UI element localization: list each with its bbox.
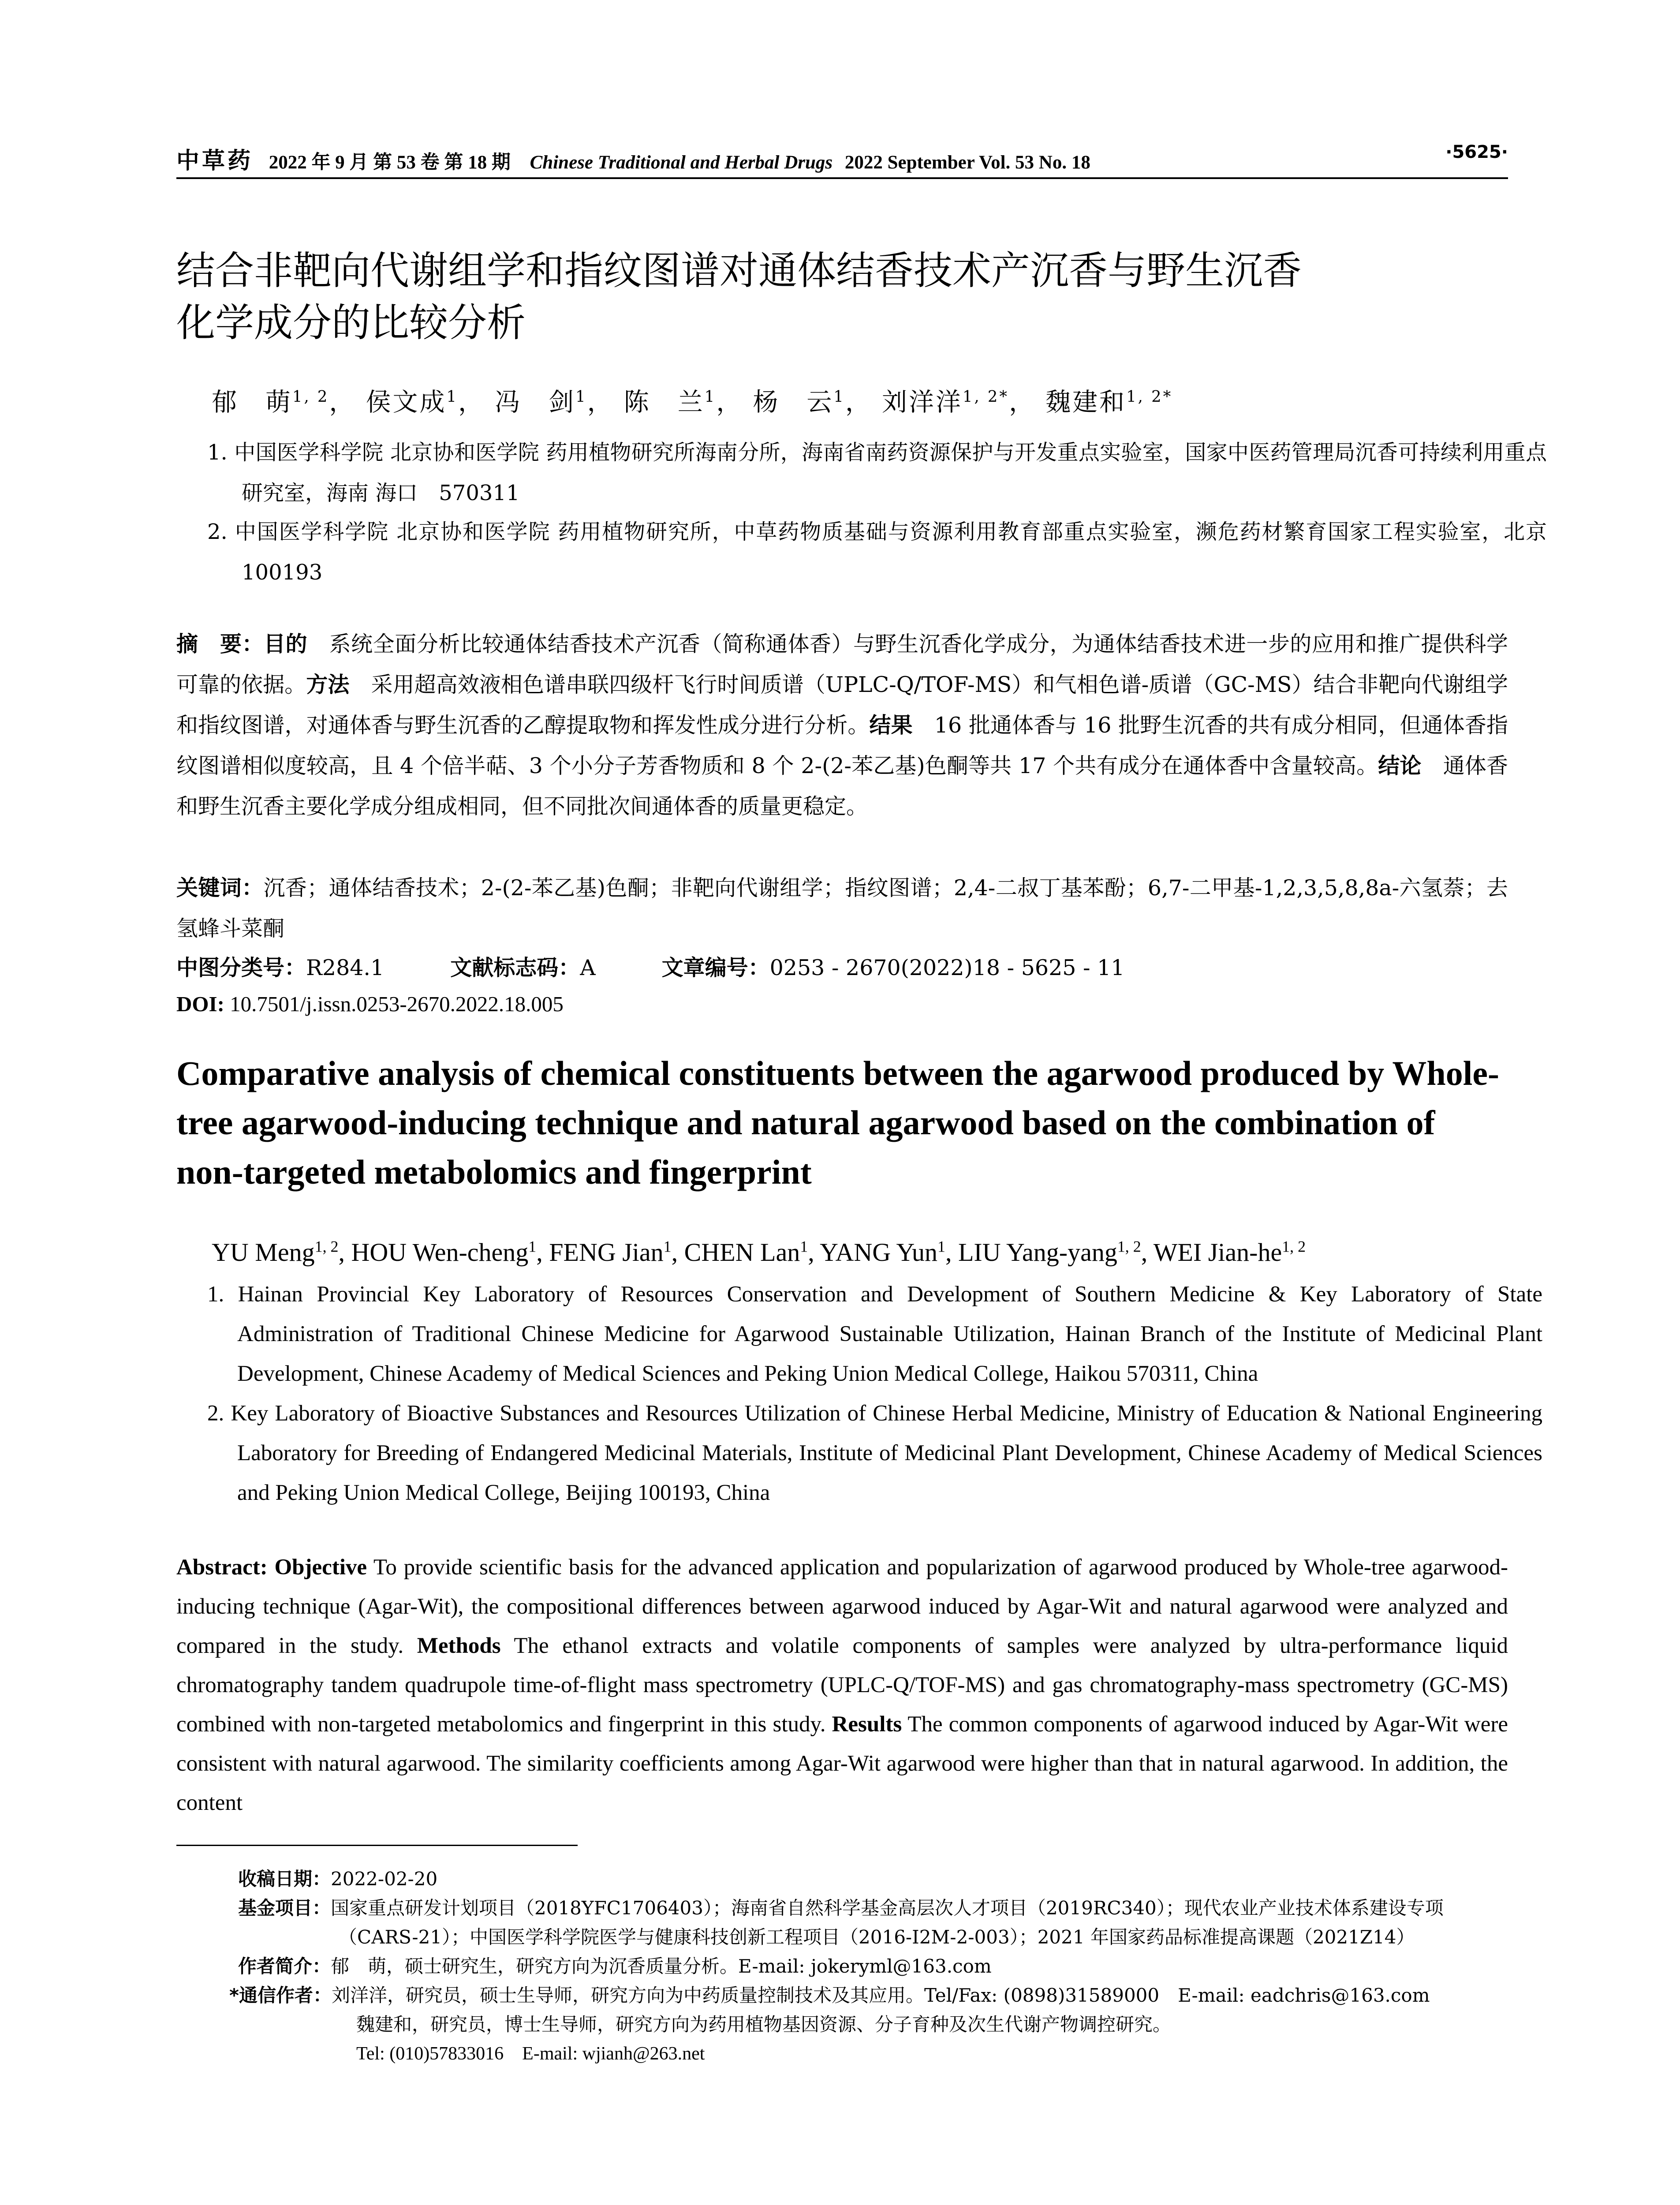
objective-en-text: To provide scientific basis for the advanced application and popularization of agarwood produced by Whole-tree agarwood-inducing technique (Agar-Wit), the compositional differences between agarwood induced by Agar-Wit and natural agarwood were analyzed and compared in the study. <box>176 1555 1508 1658</box>
issue-info-cn: 2022 年 9 月 第 53 卷 第 18 期 <box>269 152 511 173</box>
methods-en-label: Methods <box>417 1633 501 1658</box>
author-en: FENG Jian$^1$ <box>549 1237 672 1267</box>
footnote-received: 收稿日期：2022-02-20 <box>238 1868 438 1890</box>
author-cn: 刘洋洋$^{1, 2*}$ <box>881 388 1009 417</box>
author-en: LIU Yang-yang$^{1, 2}$ <box>958 1237 1141 1267</box>
title-en: Comparative analysis of chemical constituents between the agarwood produced by Whole-tree agarwood-inducing technique and natural agarwood based on the combination of non-targeted metabolomics and fingerprint <box>176 1054 1500 1191</box>
abstract-en <box>176 1548 1508 1823</box>
footnote-author-bio: 作者简介：郁 萌，硕士研究生，研究方向为沉香质量分析。E-mail: jokeryml@163.com <box>238 1955 992 1977</box>
conclusion-cn-label: 结论 <box>1378 753 1422 778</box>
clc-label: 中图分类号： <box>176 955 306 980</box>
footnote-fund: 基金项目：国家重点研发计划项目（2018YFC1706403）；海南省自然科学基金高层次人才项目（2019RC340）；现代农业产业技术体系建设专项（CARS-21）；中国医学科学院医学与健康科技创新工程项目（2016-I2M-2-003）；2021 年国家药品标准提高课题（2021Z14） <box>238 1897 1444 1948</box>
author-cn: 杨 云$^1$ <box>753 388 845 417</box>
objective-cn-text: 系统全面分析比较通体结香技术产沉香（简称通体香）与野生沉香化学成分，为通体结香技术进一步的应用和推广提供科学可靠的依据。 <box>176 632 1508 697</box>
authors-cn: 郁 萌$^{1, 2}$， 侯文成$^1$， 冯 剑$^1$， 陈 兰$^1$， 杨 云$^1$， 刘洋洋$^{1, 2*}$， 魏建和$^{1, 2*}$ <box>212 388 1173 417</box>
doi-value: 10.7501/j.issn.0253-2670.2022.18.005 <box>224 992 564 1016</box>
title-cn <box>176 245 1499 349</box>
author-cn: 陈 兰$^1$ <box>623 388 717 417</box>
conclusion-cn-text: 通体香和野生沉香主要化学成分组成相同，但不同批次间通体香的质量更稳定。 <box>176 753 1508 819</box>
author-en: WEI Jian-he$^{1, 2}$ <box>1153 1237 1306 1267</box>
footnote-rule <box>176 1845 578 1846</box>
keywords-cn <box>176 868 1508 949</box>
abstract-cn <box>176 624 1508 827</box>
issue-info-en: 2022 September Vol. 53 No. 18 <box>844 152 1090 173</box>
doc-code-label: 文献标志码： <box>450 955 580 980</box>
keywords-cn-label: 关键词： <box>176 875 264 901</box>
author-en: YANG Yun$^1$ <box>820 1237 945 1267</box>
article-id-value: 0253 - 2670(2022)18 - 5625 - 11 <box>769 955 1125 980</box>
article-id-label: 文章编号： <box>661 955 770 980</box>
footnotes <box>229 1865 1508 2068</box>
author-en: HOU Wen-cheng$^1$ <box>351 1237 537 1267</box>
author-en: YU Meng$^{1, 2}$ <box>212 1237 339 1267</box>
author-cn: 冯 剑$^1$ <box>495 388 587 417</box>
authors-en: YU Meng$^{1, 2}$, HOU Wen-cheng$^1$, FENG Jian$^1$, CHEN Lan$^1$, YANG Yun$^1$, LIU Yang-yang$^{1, 2}$, WEI Jian-he$^{1, 2}$ <box>212 1237 1306 1267</box>
affiliation-en-1: 1. Hainan Provincial Key Laboratory of Resources Conservation and Development of Southern Medicine & Key Laboratory of State Administration of Traditional Chinese Medicine for Agarwood Sustainable Utilization, Hainan Branch of the Institute of Medicinal Plant Development, Chinese Academy of Medical Sciences and Peking Union Medical College, Haikou 570311, China <box>207 1282 1542 1386</box>
results-cn-text: 16 批通体香与 16 批野生沉香的共有成分相同，但通体香指纹图谱相似度较高，且 4 个倍半萜、3 个小分子芳香物质和 8 个 2-(2-苯乙基)色酮等共 17 个共有成分在通体香中含量较高。 <box>176 713 1508 778</box>
author-cn: 魏建和$^{1, 2*}$ <box>1045 388 1173 417</box>
keywords-cn-text: 沉香；通体结香技术；2-(2-苯乙基)色酮；非靶向代谢组学；指纹图谱；2,4-二叔丁基苯酚；6,7-二甲基-1,2,3,5,8,8a-六氢萘；去氢蜂斗菜酮 <box>176 875 1508 941</box>
journal-name-cn: 中草药 <box>176 147 254 174</box>
page-number: ·5625· <box>1445 142 1508 162</box>
journal-name-en: Chinese Traditional and Herbal Drugs <box>530 152 833 173</box>
author-en: CHEN Lan$^1$ <box>684 1237 808 1267</box>
doi-line <box>176 984 1508 1024</box>
methods-cn-text: 采用超高效液相色谱串联四级杆飞行时间质谱（UPLC-Q/TOF-MS）和气相色谱-质谱（GC-MS）结合非靶向代谢组学和指纹图谱，对通体香与野生沉香的乙醇提取物和挥发性成分进行分析。 <box>176 672 1508 738</box>
footnote-corresponding: *通信作者：刘洋洋，研究员，硕士生导师，研究方向为中药质量控制技术及其应用。Tel/Fax: (0898)31589000 E-mail: eadchris@163.com <box>229 1984 1430 2006</box>
footnote-corresponding-2: 魏建和，研究员，博士生导师，研究方向为药用植物基因资源、分子育种及次生代谢产物调控研究。 <box>356 2014 1172 2035</box>
header-rule <box>176 177 1508 179</box>
results-en-text: The common components of agarwood induced by Agar-Wit were consistent with natural agarwood. The similarity coefficients among Agar-Wit agarwood were higher than that in natural agarwood. In addition, the content <box>176 1712 1508 1815</box>
author-cn: 侯文成$^1$ <box>366 388 459 417</box>
results-en-label: Results <box>832 1712 902 1737</box>
classification-line <box>176 948 1508 988</box>
clc-value: R284.1 <box>306 955 385 980</box>
doc-code-value: A <box>580 955 596 980</box>
title-cn-line-2: 化学成分的比较分析 <box>176 300 526 345</box>
running-header <box>176 142 1508 173</box>
abstract-cn-label: 摘 要： <box>176 632 264 657</box>
affiliation-cn-2: 2. 中国医学科学院 北京协和医学院 药用植物研究所，中草药物质基础与资源利用教育部重点实验室，濒危药材繁育国家工程实验室，北京 100193 <box>207 519 1568 585</box>
objective-cn-label: 目的 <box>264 632 308 657</box>
footnote-corresponding-3: Tel: (010)57833016 E-mail: wjianh@263.net <box>356 2044 705 2064</box>
doi-label: DOI: <box>176 992 224 1016</box>
affiliation-cn-1: 1. 中国医学科学院 北京协和医学院 药用植物研究所海南分所，海南省南药资源保护与开发重点实验室，国家中医药管理局沉香可持续利用重点研究室，海南 海口 570311 <box>207 440 1547 505</box>
abstract-en-label: Abstract: Objective <box>176 1555 367 1580</box>
results-cn-label: 结果 <box>869 713 913 738</box>
affiliation-en-2: 2. Key Laboratory of Bioactive Substances and Resources Utilization of Chinese Herbal Medicine, Ministry of Education & National Engineering Laboratory for Breeding of Endangered Medicinal Materials, Institute of Medicinal Plant Development, Chinese Academy of Medical Sciences and Peking Union Medical College, Beijing 100193, China <box>207 1401 1542 1505</box>
author-cn: 郁 萌$^{1, 2}$ <box>212 388 329 417</box>
title-cn-line-1: 结合非靶向代谢组学和指纹图谱对通体结香技术产沉香与野生沉香 <box>176 248 1302 293</box>
methods-cn-label: 方法 <box>306 672 350 697</box>
methods-en-text: The ethanol extracts and volatile components of samples were analyzed by ultra-performance liquid chromatography tandem quadrupole time-of-flight mass spectrometry (UPLC-Q/TOF-MS) and gas chromatography-mass spectrometry (GC-MS) combined with non-targeted metabolomics and fingerprint in this study. <box>176 1633 1508 1737</box>
